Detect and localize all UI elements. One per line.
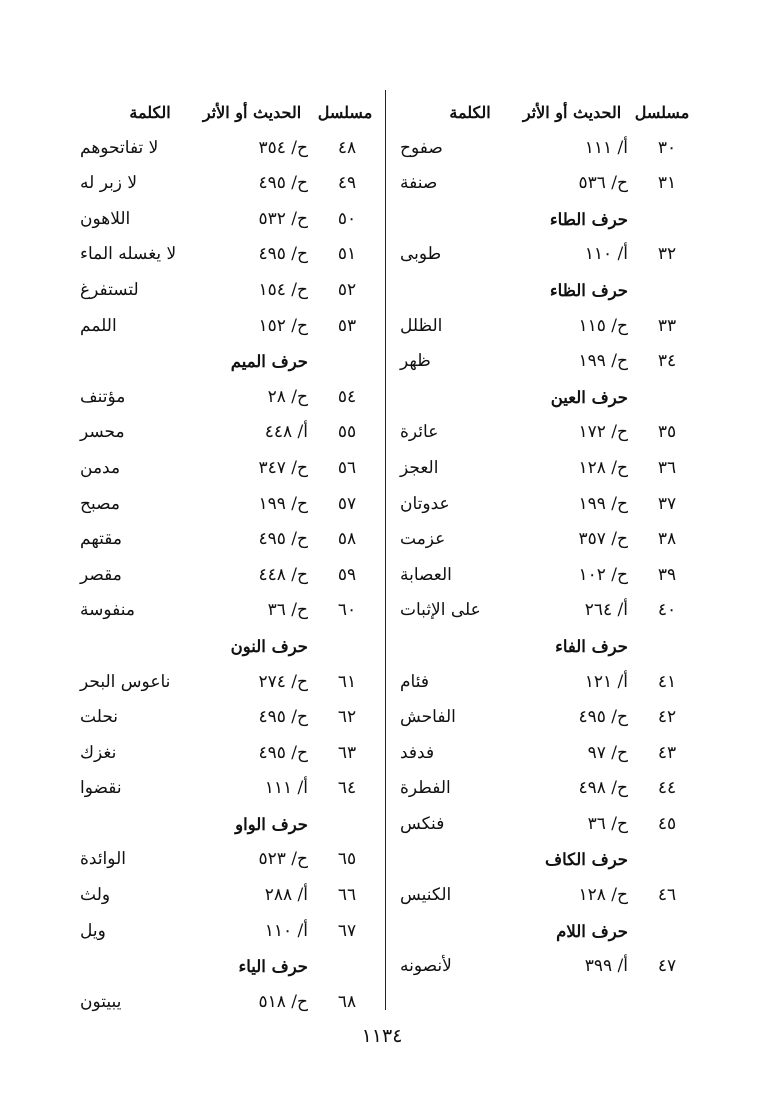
table-row <box>80 273 380 309</box>
reference: أ/ ٢٦٤ <box>584 600 628 621</box>
table-row <box>80 487 380 523</box>
section-title: حرف الياء <box>238 957 308 977</box>
section-heading <box>400 842 700 878</box>
section-heading <box>400 629 700 665</box>
section-heading <box>400 202 700 238</box>
word: على الإثبات <box>400 600 481 621</box>
reference: ح/ ٣٦ <box>587 813 628 834</box>
serial-number: ٤٠ <box>657 600 677 621</box>
section-heading <box>80 949 380 985</box>
table-row <box>80 451 380 487</box>
left-rows <box>80 131 380 1021</box>
table-row <box>80 202 380 238</box>
table-row <box>400 487 700 523</box>
reference: ح/ ٢٧٤ <box>258 671 308 692</box>
serial-number: ٥٦ <box>337 457 357 478</box>
table-header-right <box>400 95 700 131</box>
word: عائرة <box>400 422 439 443</box>
serial-number: ٣٨ <box>657 529 677 550</box>
reference: ح/ ٤٩٥ <box>258 529 308 550</box>
table-row <box>400 309 700 345</box>
table-row <box>400 949 700 985</box>
serial-number: ٥٢ <box>337 279 357 300</box>
reference: ح/ ١٢٨ <box>578 457 628 478</box>
word: لأنصونه <box>400 956 452 977</box>
word: عزمت <box>400 529 446 550</box>
reference: ح/ ٣٤٧ <box>258 457 308 478</box>
reference: أ/ ٣٩٩ <box>584 956 628 977</box>
reference: ح/ ١٩٩ <box>578 351 628 372</box>
reference: ح/ ١٢٨ <box>578 885 628 906</box>
reference: ح/ ٥٢٣ <box>258 849 308 870</box>
serial-number: ٥٥ <box>337 422 357 443</box>
header-word: الكلمة <box>129 103 171 122</box>
serial-number: ٤٦ <box>657 885 677 906</box>
section-title: حرف الطاء <box>549 209 628 229</box>
table-row <box>80 771 380 807</box>
reference: ح/ ٢٨ <box>267 386 308 407</box>
header-reference: الحديث أو الأثر <box>202 103 302 122</box>
word: مدمن <box>80 457 121 478</box>
reference: ح/ ٥٣٢ <box>258 208 308 229</box>
serial-number: ٤١ <box>657 671 677 692</box>
word: نغزك <box>80 742 117 763</box>
word: ظهر <box>400 351 431 372</box>
word: مقصر <box>80 564 122 585</box>
right-rows <box>400 131 700 985</box>
table-row <box>80 558 380 594</box>
serial-number: ٥٣ <box>337 315 357 336</box>
reference: أ/ ١١١ <box>584 137 628 158</box>
word: طوبى <box>400 244 442 265</box>
table-row <box>80 131 380 167</box>
reference: ح/ ٤٩٥ <box>258 173 308 194</box>
serial-number: ٤٨ <box>337 137 357 158</box>
table-row <box>400 736 700 772</box>
word: لا زبر له <box>80 173 138 194</box>
serial-number: ٦٧ <box>337 920 357 941</box>
section-title: حرف النون <box>230 636 308 656</box>
serial-number: ٦٤ <box>337 778 357 799</box>
section-heading <box>80 629 380 665</box>
word: لا يغسله الماء <box>80 244 177 265</box>
header-serial: مسلسل <box>634 103 690 122</box>
word: اللمم <box>80 315 117 336</box>
serial-number: ٣٧ <box>657 493 677 514</box>
reference: ح/ ١١٥ <box>578 315 628 336</box>
column-divider <box>385 90 386 1010</box>
word: مؤتنف <box>80 386 126 407</box>
word: فدفد <box>400 742 435 763</box>
word: نحلت <box>80 707 119 728</box>
word: العجز <box>400 457 439 478</box>
word: ناعوس البحر <box>80 671 171 692</box>
reference: ح/ ٥١٨ <box>258 991 308 1012</box>
word: الظلل <box>400 315 443 336</box>
serial-number: ٦٦ <box>337 885 357 906</box>
table-row <box>80 593 380 629</box>
section-heading <box>400 914 700 950</box>
reference: ح/ ٣٦ <box>267 600 308 621</box>
serial-number: ٦٥ <box>337 849 357 870</box>
serial-number: ٥٧ <box>337 493 357 514</box>
serial-number: ٤٩ <box>337 173 357 194</box>
word: يبيتون <box>80 991 122 1012</box>
table-row <box>400 415 700 451</box>
reference: أ/ ١١١ <box>264 778 308 799</box>
table-row <box>80 237 380 273</box>
serial-number: ٦٨ <box>337 991 357 1012</box>
serial-number: ٣١ <box>657 173 677 194</box>
word: منفوسة <box>80 600 135 621</box>
word: فئام <box>400 671 429 692</box>
word: لا تفاتحوهم <box>80 137 159 158</box>
table-row <box>400 771 700 807</box>
section-heading <box>400 273 700 309</box>
reference: ح/ ٤٩٥ <box>258 707 308 728</box>
table-row <box>80 736 380 772</box>
reference: أ/ ٤٤٨ <box>264 422 308 443</box>
word: صفوح <box>400 137 443 158</box>
table-row <box>400 807 700 843</box>
word: مقتهم <box>80 529 122 550</box>
reference: ح/ ١٩٩ <box>258 493 308 514</box>
section-heading <box>400 380 700 416</box>
table-row <box>80 878 380 914</box>
table-row <box>400 166 700 202</box>
table-row <box>400 700 700 736</box>
word: الكنيس <box>400 885 452 906</box>
reference: ح/ ٤٩٥ <box>578 707 628 728</box>
word: مصبح <box>80 493 120 514</box>
table-row <box>80 842 380 878</box>
reference: ح/ ٤٤٨ <box>258 564 308 585</box>
left-column <box>80 95 380 1020</box>
section-heading <box>80 344 380 380</box>
section-title: حرف الواو <box>235 814 308 834</box>
section-title: حرف اللام <box>556 921 628 941</box>
serial-number: ٦٣ <box>337 742 357 763</box>
serial-number: ٤٤ <box>657 778 677 799</box>
serial-number: ٣٤ <box>657 351 677 372</box>
table-row <box>400 878 700 914</box>
table-row <box>80 309 380 345</box>
reference: ح/ ٤٩٥ <box>258 742 308 763</box>
table-row <box>400 558 700 594</box>
reference: ح/ ١٧٢ <box>578 422 628 443</box>
word: الفطرة <box>400 778 451 799</box>
page-number: ١١٣٤ <box>361 1025 403 1047</box>
table-row <box>80 166 380 202</box>
reference: أ/ ١٢١ <box>584 671 628 692</box>
serial-number: ٣٦ <box>657 457 677 478</box>
serial-number: ٦٠ <box>337 600 357 621</box>
reference: ح/ ١٠٢ <box>578 564 628 585</box>
right-column <box>400 95 700 985</box>
word: الفاحش <box>400 707 456 728</box>
word: لتستفرغ <box>80 279 139 300</box>
word: محسر <box>80 422 125 443</box>
table-row <box>80 665 380 701</box>
reference: أ/ ٢٨٨ <box>264 885 308 906</box>
reference: أ/ ١١٠ <box>584 244 628 265</box>
table-row <box>80 985 380 1021</box>
word: صنفة <box>400 173 438 194</box>
word: فنكس <box>400 813 445 834</box>
table-row <box>400 665 700 701</box>
reference: ح/ ١٥٤ <box>258 279 308 300</box>
section-title: حرف الفاء <box>555 636 628 656</box>
section-title: حرف العين <box>550 387 628 407</box>
serial-number: ٣٠ <box>657 137 677 158</box>
table-row <box>400 522 700 558</box>
reference: ح/ ٤٩٨ <box>578 778 628 799</box>
serial-number: ٤٥ <box>657 813 677 834</box>
table-row <box>400 237 700 273</box>
word: نقضوا <box>80 778 122 799</box>
serial-number: ٤٢ <box>657 707 677 728</box>
table-row <box>80 380 380 416</box>
reference: ح/ ٩٧ <box>587 742 628 763</box>
reference: ح/ ٣٥٤ <box>258 137 308 158</box>
table-row <box>400 131 700 167</box>
word: الوائدة <box>80 849 126 870</box>
serial-number: ٦١ <box>337 671 357 692</box>
reference: ح/ ٣٥٧ <box>578 529 628 550</box>
serial-number: ٥٤ <box>337 386 357 407</box>
table-row <box>80 914 380 950</box>
word: العصابة <box>400 564 452 585</box>
table-row <box>400 451 700 487</box>
table-row <box>400 344 700 380</box>
header-serial: مسلسل <box>317 103 373 122</box>
section-title: حرف الظاء <box>549 280 628 300</box>
table-row <box>80 415 380 451</box>
serial-number: ٣٩ <box>657 564 677 585</box>
header-reference: الحديث أو الأثر <box>522 103 622 122</box>
word: ويل <box>80 920 106 941</box>
serial-number: ٥٨ <box>337 529 357 550</box>
reference: أ/ ١١٠ <box>264 920 308 941</box>
word: اللاهون <box>80 208 131 229</box>
reference: ح/ ٥٣٦ <box>578 173 628 194</box>
serial-number: ٥١ <box>337 244 357 265</box>
reference: ح/ ١٩٩ <box>578 493 628 514</box>
table-row <box>400 593 700 629</box>
table-row <box>80 522 380 558</box>
serial-number: ٣٥ <box>657 422 677 443</box>
word: عدوتان <box>400 493 450 514</box>
section-title: حرف الميم <box>230 352 308 372</box>
section-title: حرف الكاف <box>544 850 628 870</box>
section-heading <box>80 807 380 843</box>
table-header-left <box>80 95 380 131</box>
serial-number: ٤٧ <box>657 956 677 977</box>
reference: ح/ ١٥٢ <box>258 315 308 336</box>
serial-number: ٦٢ <box>337 707 357 728</box>
serial-number: ٣٣ <box>657 315 677 336</box>
serial-number: ٣٢ <box>657 244 677 265</box>
table-row <box>80 700 380 736</box>
reference: ح/ ٤٩٥ <box>258 244 308 265</box>
serial-number: ٤٣ <box>657 742 677 763</box>
serial-number: ٥٩ <box>337 564 357 585</box>
header-word: الكلمة <box>449 103 491 122</box>
word: ولث <box>80 885 111 906</box>
serial-number: ٥٠ <box>337 208 357 229</box>
